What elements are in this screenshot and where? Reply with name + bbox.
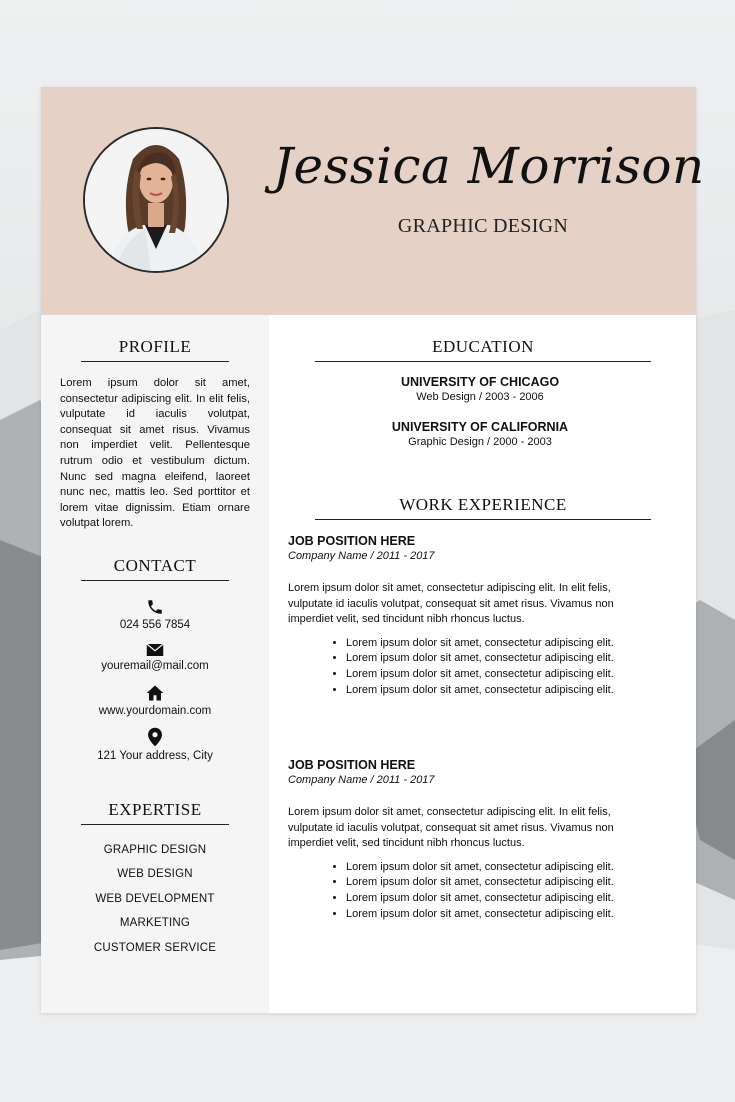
expertise-item: WEB DEVELOPMENT: [95, 893, 215, 905]
job-bullets: [288, 636, 638, 698]
job-position: JOB POSITION HERE: [288, 758, 416, 772]
education-entry: [315, 420, 645, 448]
profile-photo: [83, 127, 229, 273]
job-bullet: • Lorem ipsum dolor sit amet, consectetur adipiscing elit.: [346, 667, 638, 683]
portrait-image: [85, 129, 227, 271]
school-detail: Web Design / 2003 - 2006: [416, 391, 544, 403]
profile-heading: PROFILE: [118, 337, 192, 356]
expertise-heading: EXPERTISE: [108, 800, 202, 819]
job-description: Lorem ipsum dolor sit amet, consectetur adipiscing elit. In elit felis, vulputate id iaculis volutpat, consequat sit amet risus. Vivamus non imperdiet velit, sed tincidunt nibh rhoncus luctus.: [288, 582, 614, 626]
website-url[interactable]: www.yourdomain.com: [98, 705, 212, 717]
job-company: Company Name / 2011 - 2017: [288, 774, 435, 786]
resume-header: [41, 87, 705, 315]
map-pin-icon: [147, 727, 163, 747]
job-entry: [288, 534, 638, 698]
school-detail: Graphic Design / 2000 - 2003: [408, 436, 552, 448]
work-divider: [315, 519, 651, 520]
resume-page: [41, 87, 705, 1013]
contact-website: [81, 684, 229, 717]
school-name: UNIVERSITY OF CHICAGO: [400, 375, 560, 389]
phone-number: 024 556 7854: [119, 619, 191, 631]
job-bullet: • Lorem ipsum dolor sit amet, consectetur adipiscing elit.: [346, 651, 638, 667]
contact-email: [81, 643, 229, 672]
work-heading: WORK EXPERIENCE: [399, 495, 567, 514]
profile-text: Lorem ipsum dolor sit amet, consectetur adipiscing elit. In elit felis, vulputate id iaculis volutpat, consequat sit amet risus. Vivamus non imperdiet velit. Pellentesque rutrum odio et vestibulum dictum. Nunc sed magna eleifend, laoreet nunc nec, mattis leo. Sed porttitor et lorem vitae dignissim. Etiam ornare volutpat lorem.: [60, 377, 250, 530]
school-name: UNIVERSITY OF CALIFORNIA: [391, 420, 569, 434]
contact-phone: [81, 598, 229, 631]
job-title-heading: GRAPHIC DESIGN: [397, 215, 569, 237]
expertise-item: MARKETING: [119, 917, 191, 929]
expertise-item: CUSTOMER SERVICE: [93, 942, 217, 954]
job-bullet: • Lorem ipsum dolor sit amet, consectetur adipiscing elit.: [346, 636, 638, 652]
job-bullet: • Lorem ipsum dolor sit amet, consectetur adipiscing elit.: [346, 875, 638, 891]
education-entry: [315, 375, 645, 403]
job-description: Lorem ipsum dolor sit amet, consectetur adipiscing elit. In elit felis, vulputate id iaculis volutpat, consequat sit amet risus. Vivamus non imperdiet velit, sed tincidunt nibh rhoncus luctus.: [288, 806, 614, 850]
job-company: Company Name / 2011 - 2017: [288, 550, 435, 562]
job-bullet: • Lorem ipsum dolor sit amet, consectetur adipiscing elit.: [346, 891, 638, 907]
mail-icon: [146, 643, 164, 657]
expertise-item: WEB DESIGN: [117, 868, 193, 880]
expertise-divider: [81, 824, 229, 825]
contact-address: [81, 727, 229, 762]
job-position: JOB POSITION HERE: [288, 534, 416, 548]
education-heading: EDUCATION: [432, 337, 534, 356]
education-divider: [315, 361, 651, 362]
job-bullets: [288, 860, 638, 922]
job-bullet: • Lorem ipsum dolor sit amet, consectetur adipiscing elit.: [346, 683, 638, 699]
expertise-item: GRAPHIC DESIGN: [103, 844, 207, 856]
candidate-name: Jessica Morrison: [273, 137, 705, 195]
home-icon: [146, 684, 164, 702]
contact-divider: [81, 580, 229, 581]
profile-divider: [81, 361, 229, 362]
job-bullet: • Lorem ipsum dolor sit amet, consectetur adipiscing elit.: [346, 907, 638, 923]
email-address[interactable]: youremail@mail.com: [101, 660, 209, 672]
contact-heading: CONTACT: [113, 556, 197, 575]
phone-icon: [146, 598, 164, 616]
address: 121 Your address, City: [97, 750, 213, 762]
job-entry: [288, 758, 638, 922]
job-bullet: • Lorem ipsum dolor sit amet, consectetur adipiscing elit.: [346, 860, 638, 876]
